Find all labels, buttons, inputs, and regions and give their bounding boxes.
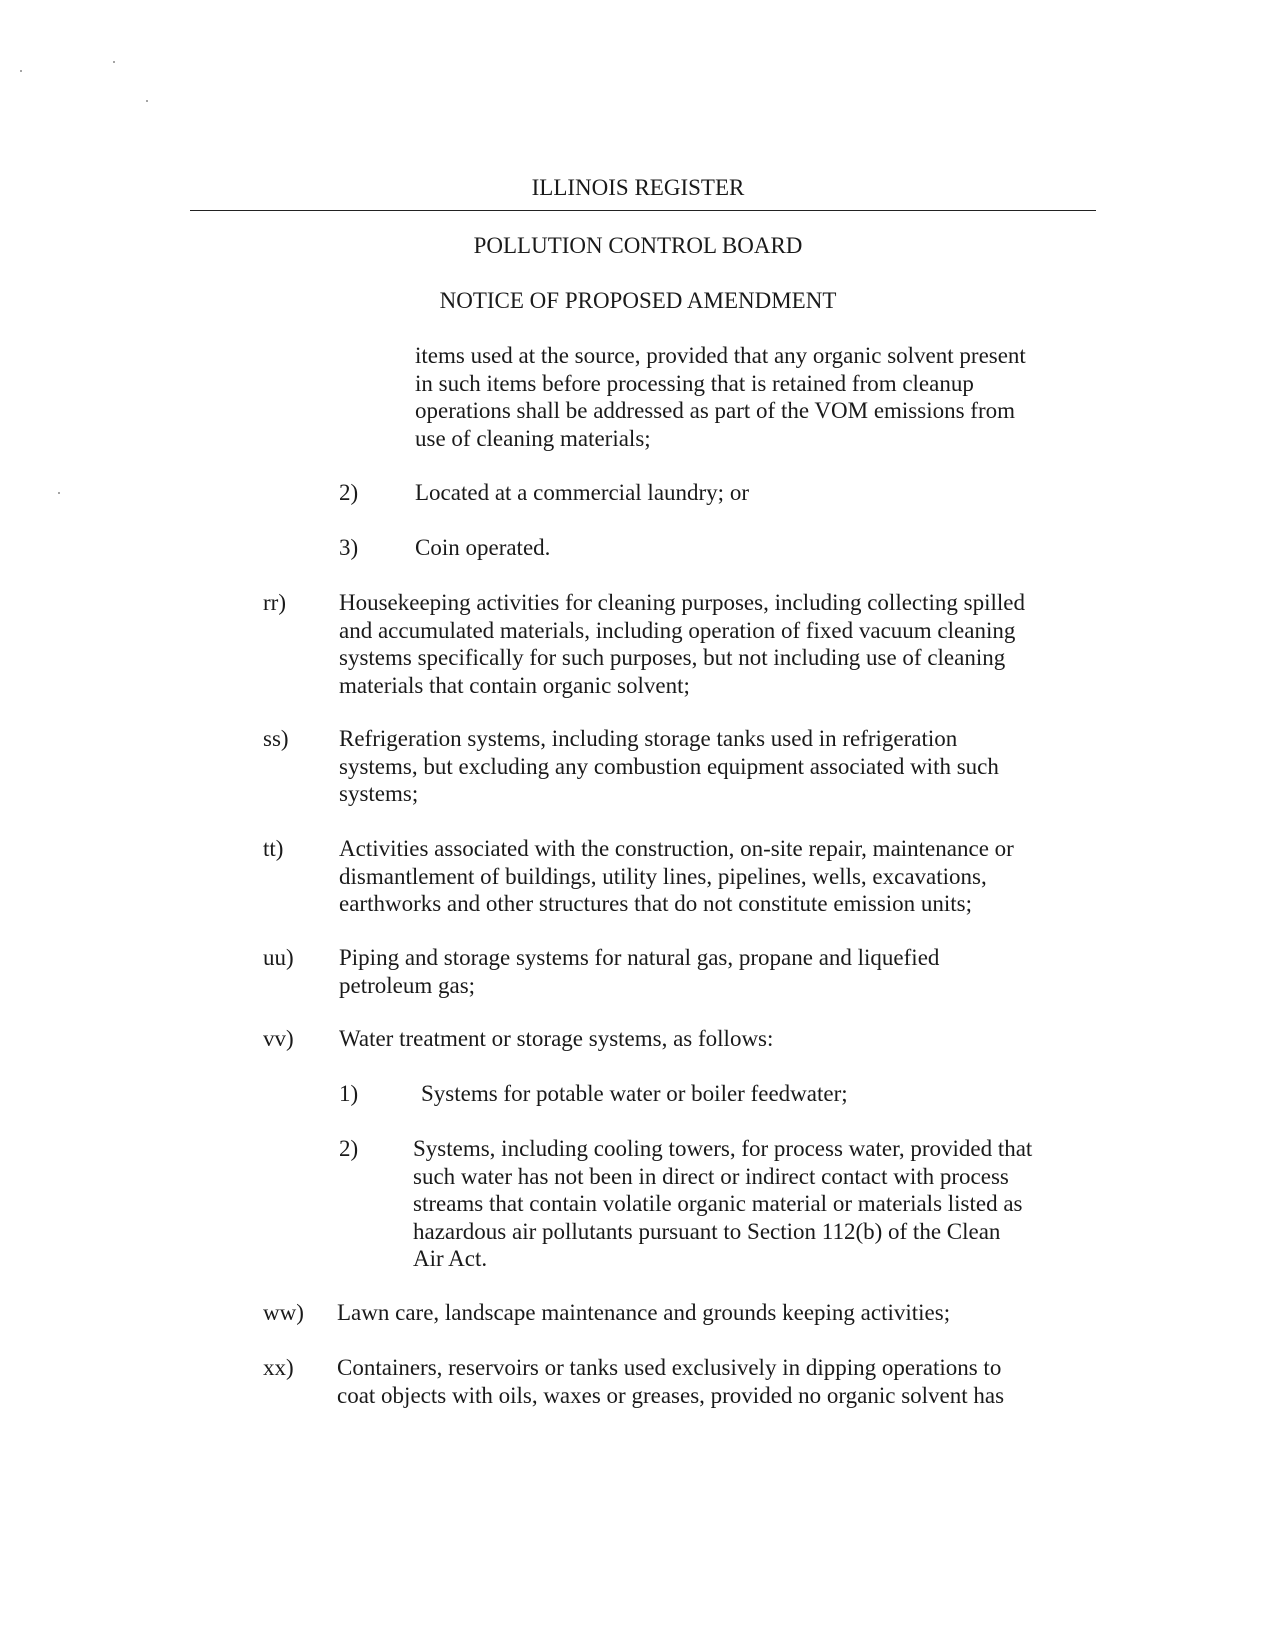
header-rule — [190, 210, 1096, 211]
sub-item-text — [421, 1080, 848, 1108]
sub-item-marker: 3) — [339, 535, 359, 560]
continuation-paragraph — [415, 342, 1026, 452]
item-marker-uu: uu) — [263, 945, 294, 970]
text-line: Systems, including cooling towers, for process water, provided that — [413, 1136, 1033, 1161]
text-line: systems specifically for such purposes, but not including use of cleaning — [339, 645, 1006, 670]
scan-speck — [58, 492, 60, 494]
sub-item-text — [415, 479, 749, 507]
text-line: Refrigeration systems, including storage tanks used in refrigeration — [339, 726, 958, 751]
sub-item-marker: 1) — [339, 1081, 359, 1106]
item-marker-ss: ss) — [263, 726, 289, 751]
text-line: Piping and storage systems for natural gas, propane and liquefied — [339, 945, 940, 970]
item-marker-ww: ww) — [263, 1300, 304, 1325]
text-line: Coin operated. — [415, 535, 551, 560]
item-text-ww — [337, 1299, 950, 1327]
text-line: systems, but excluding any combustion equipment associated with such — [339, 753, 999, 779]
board-title: POLLUTION CONTROL BOARD — [473, 233, 803, 258]
text-line: Lawn care, landscape maintenance and grounds keeping activities; — [337, 1300, 951, 1325]
text-line: operations shall be addressed as part of the VOM emissions from — [415, 398, 1016, 423]
text-line: systems; — [339, 781, 419, 806]
register-title: ILLINOIS REGISTER — [531, 175, 745, 200]
scan-speck — [146, 100, 148, 102]
text-line: dismantlement of buildings, utility lines, pipelines, wells, excavations, — [339, 863, 987, 889]
notice-title: NOTICE OF PROPOSED AMENDMENT — [439, 288, 837, 313]
scan-speck — [113, 61, 115, 63]
sub-item-marker: 2) — [339, 1136, 359, 1161]
sub-item-text — [413, 1135, 1032, 1273]
item-text-uu — [339, 944, 939, 999]
item-text-xx — [337, 1354, 1004, 1409]
text-line: Systems for potable water or boiler feedwater; — [421, 1081, 848, 1106]
text-line: earthworks and other structures that do not constitute emission units; — [339, 891, 973, 916]
sub-item-marker: 2) — [339, 480, 359, 505]
text-line: items used at the source, provided that any organic solvent present — [415, 343, 1026, 368]
text-line: petroleum gas; — [339, 972, 476, 998]
item-text-tt — [339, 835, 1014, 918]
item-text-rr — [339, 589, 1025, 699]
text-line: Housekeeping activities for cleaning purposes, including collecting spilled — [339, 590, 1025, 615]
text-line: streams that contain volatile organic material or materials listed as — [413, 1191, 1023, 1216]
text-line: Water treatment or storage systems, as follows: — [339, 1026, 774, 1051]
text-line: Activities associated with the construction, on-site repair, maintenance or — [339, 836, 1014, 861]
text-line: materials that contain organic solvent; — [339, 672, 690, 698]
scan-speck — [20, 70, 22, 72]
text-line: such water has not been in direct or indirect contact with process — [413, 1163, 1009, 1189]
text-line: and accumulated materials, including operation of fixed vacuum cleaning — [339, 617, 1016, 643]
item-marker-rr: rr) — [263, 590, 286, 615]
item-marker-xx: xx) — [263, 1355, 294, 1380]
sub-item-text — [415, 534, 550, 562]
text-line: Located at a commercial laundry; or — [415, 480, 749, 505]
item-marker-tt: tt) — [263, 836, 284, 861]
text-line: coat objects with oils, waxes or greases, provided no organic solvent has — [337, 1382, 1005, 1408]
text-line: Containers, reservoirs or tanks used exclusively in dipping operations to — [337, 1355, 1002, 1380]
item-text-ss — [339, 725, 999, 808]
text-line: hazardous air pollutants pursuant to Section 112(b) of the Clean — [413, 1218, 1001, 1244]
text-line: use of cleaning materials; — [415, 425, 651, 451]
item-text-vv — [339, 1025, 773, 1053]
item-marker-vv: vv) — [263, 1026, 294, 1051]
text-line: in such items before processing that is retained from cleanup — [415, 370, 974, 396]
text-line: Air Act. — [413, 1246, 488, 1271]
